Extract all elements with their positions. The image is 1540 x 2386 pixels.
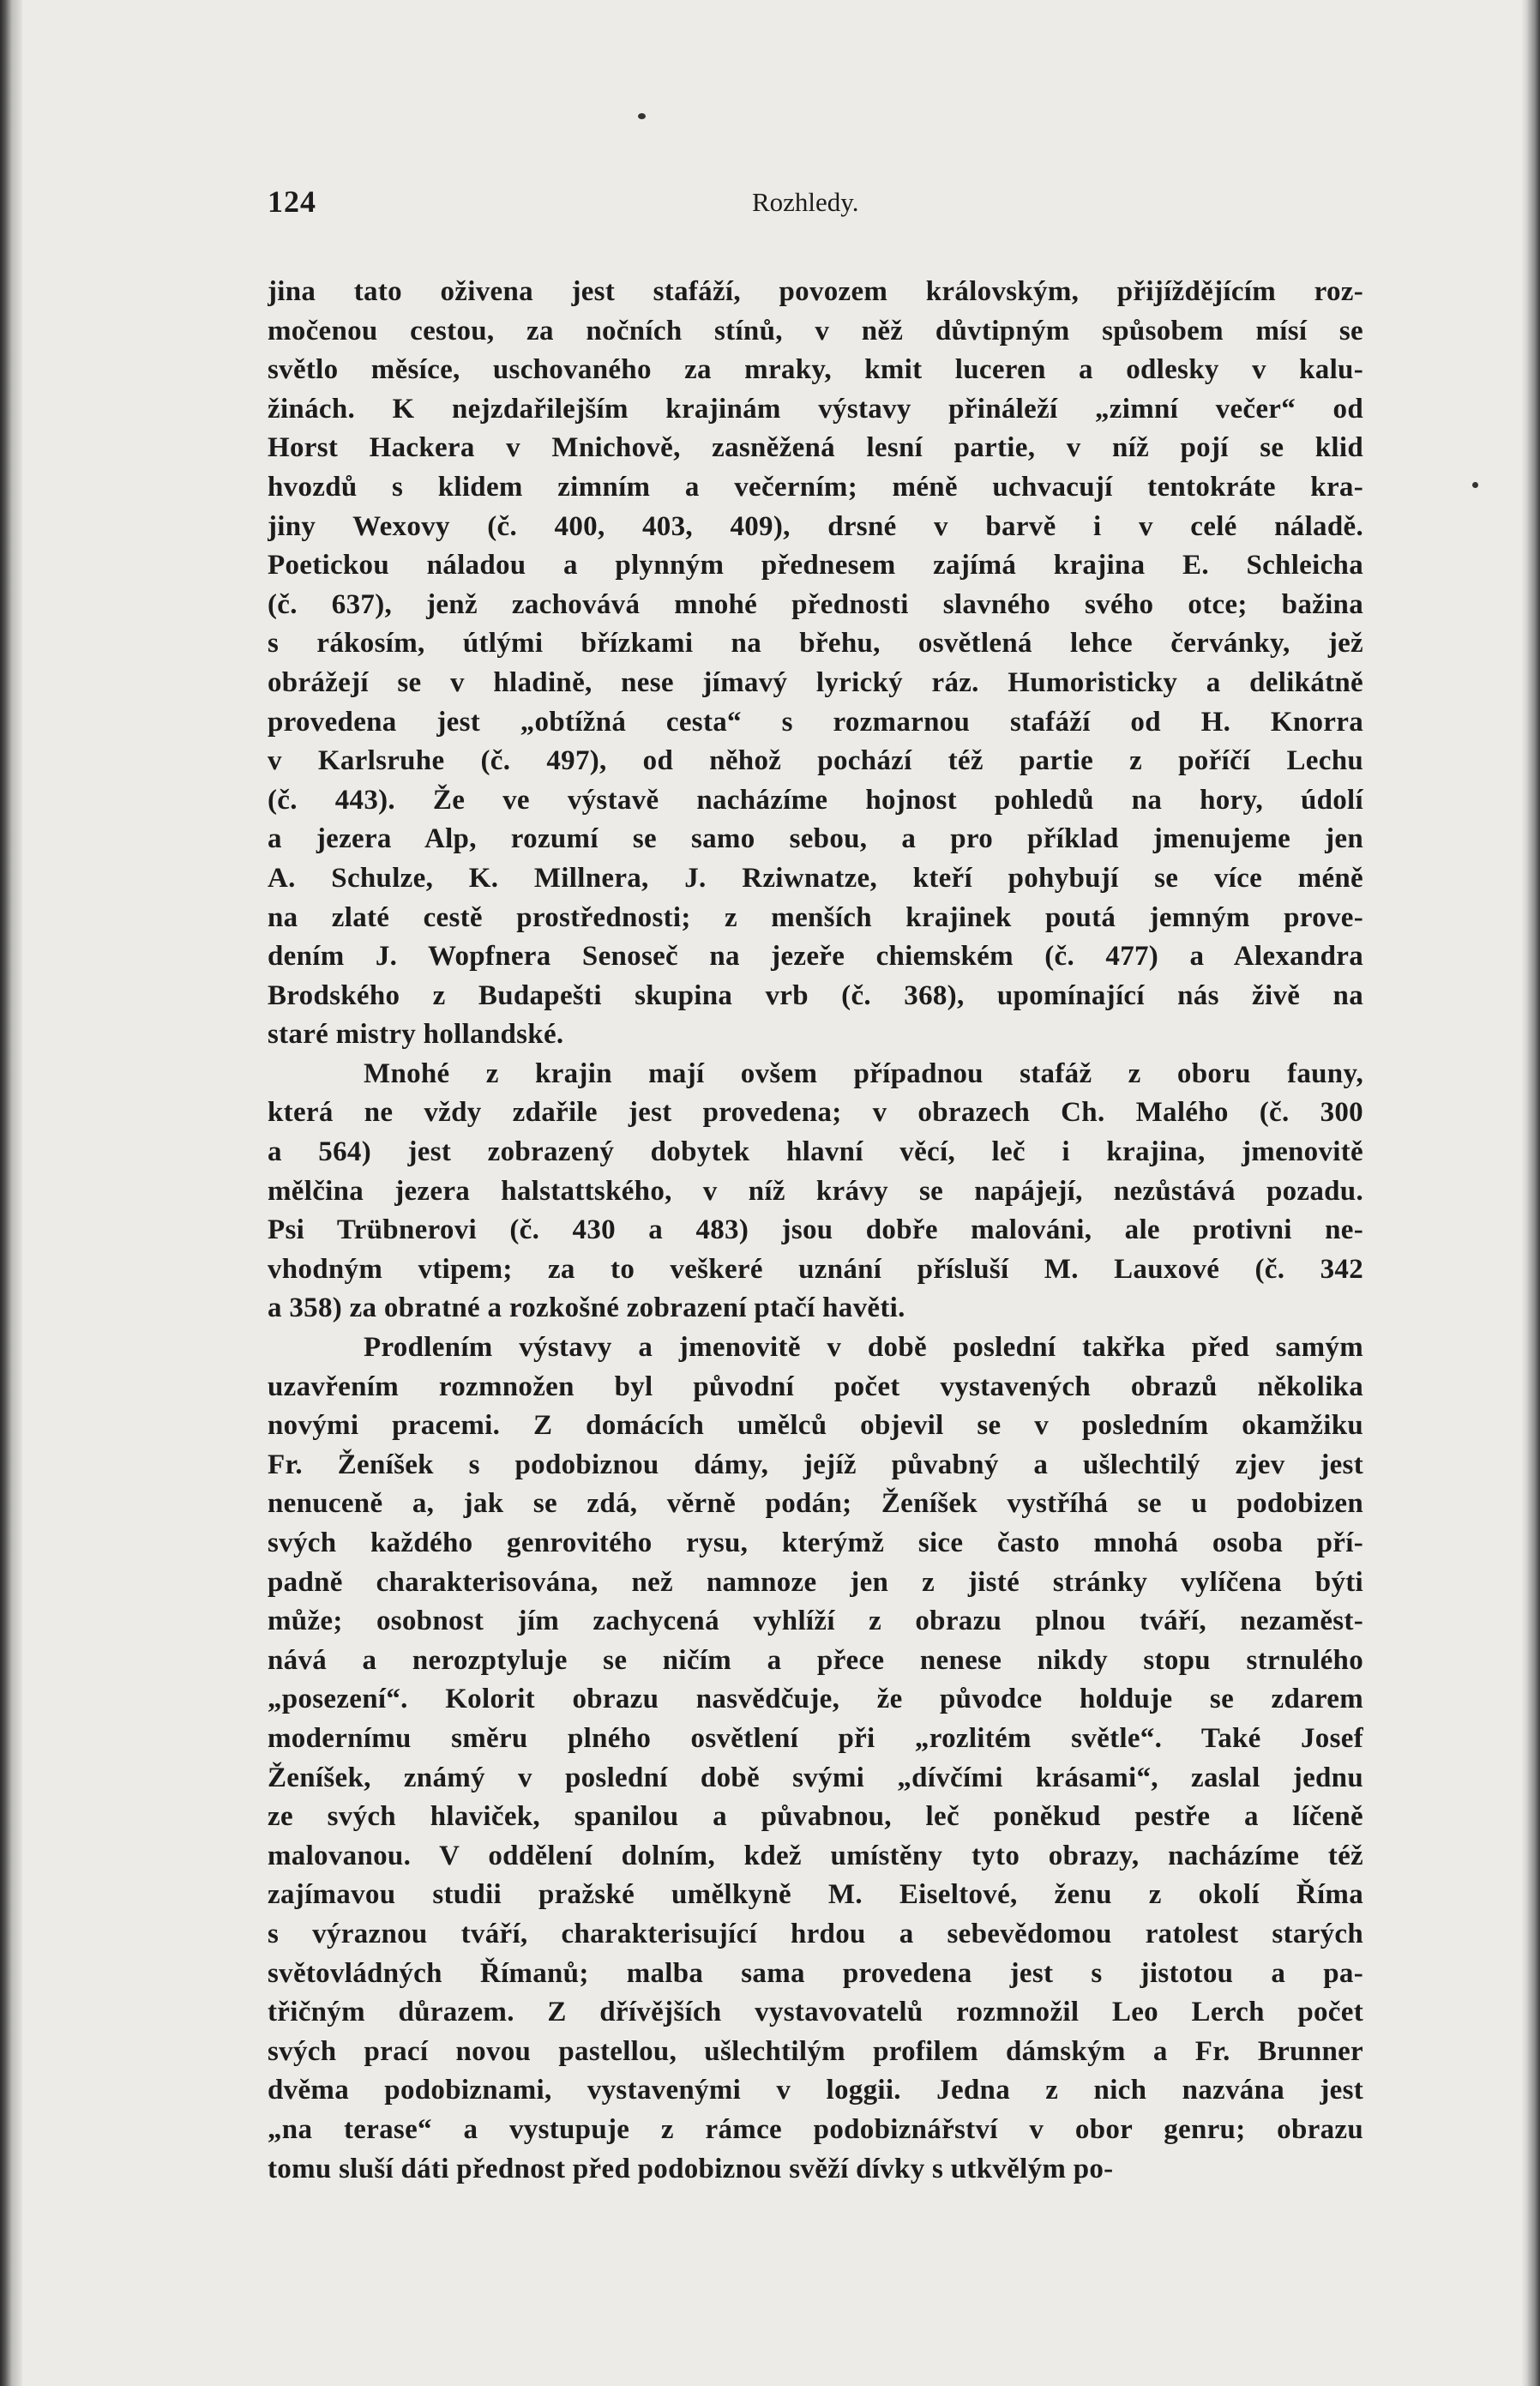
ink-speck: [1472, 482, 1478, 488]
text-line: padně charakterisována, než namnoze jen z jisté stránky vylíčena býti: [268, 1566, 1363, 1598]
text-line: hvozdů s klidem zimním a večerním; méně uchvacují tentokráte kra-: [268, 471, 1363, 503]
text-line: na zlaté cestě prostřednosti; z menších krajinek poutá jemným prove-: [268, 901, 1363, 933]
text-line: dvěma podobiznami, vystavenými v loggii. Jedna z nich nazvána jest: [268, 2075, 1363, 2106]
text-line: mělčina jezera halstattského, v níž krávy se napájejí, nezůstává pozadu.: [268, 1175, 1363, 1207]
text-line: zajímavou studii pražské umělkyně M. Eiseltové, ženu z okolí Říma: [268, 1879, 1363, 1911]
text-line: vhodným vtipem; za to veškeré uznání přísluší M. Lauxové (č. 342: [268, 1253, 1363, 1285]
text-line: Horst Hackera v Mnichově, zasněžená lesní partie, v níž pojí se klid: [268, 432, 1363, 464]
text-line: „posezení“. Kolorit obrazu nasvědčuje, že původce holduje se zdarem: [268, 1684, 1363, 1715]
text-line: jiny Wexovy (č. 400, 403, 409), drsné v barvě i v celé náladě.: [268, 510, 1363, 542]
body-text: [268, 273, 1363, 2189]
text-line: modernímu směru plného osvětlení při „rozlitém světle“. Také Josef: [268, 1722, 1363, 1754]
text-line: obrážejí se v hladině, nese jímavý lyrický ráz. Humoristicky a delikátně: [268, 666, 1363, 698]
text-line: s rákosím, útlými břízkami na břehu, osvětlená lehce červánky, jež: [268, 628, 1363, 660]
page-number: 124: [268, 184, 316, 219]
text-line: novými pracemi. Z domácích umělců objevil se v posledním okamžiku: [268, 1410, 1363, 1442]
paragraph-end-line: staré mistry hollandské.: [268, 1019, 564, 1051]
text-line: nává a nerozptyluje se ničím a přece nenese nikdy stopu strnulého: [268, 1644, 1363, 1676]
text-line: A. Schulze, K. Millnera, J. Rziwnatze, kteří pohybují se více méně: [268, 862, 1363, 894]
paragraph-start-line: Prodlením výstavy a jmenovitě v době poslední takřka před samým: [364, 1332, 1363, 1364]
text-line: Psi Trübnerovi (č. 430 a 483) jsou dobře malováni, ale protivni ne-: [268, 1214, 1363, 1246]
text-line: (č. 637), jenž zachovává mnohé přednosti slavného svého otce; bažina: [268, 588, 1363, 620]
text-line: ze svých hlaviček, spanilou a půvabnou, leč poněkud pestře a líčeně: [268, 1801, 1363, 1833]
text-line: (č. 443). Že ve výstavě nacházíme hojnost pohledů na hory, údolí: [268, 784, 1363, 816]
text-line: v Karlsruhe (č. 497), od něhož pochází též partie z poříčí Lechu: [268, 745, 1363, 777]
text-line: močenou cestou, za nočních stínů, v něž důvtipným spůsobem mísí se: [268, 315, 1363, 346]
text-line: dením J. Wopfnera Senoseč na jezeře chiemském (č. 477) a Alexandra: [268, 941, 1363, 973]
text-line: nenuceně a, jak se zdá, věrně podán; Ženíšek vystříhá se u podobizen: [268, 1488, 1363, 1520]
text-line: Poetickou náladou a plynným přednesem zajímá krajina E. Schleicha: [268, 550, 1363, 581]
scan-edge-right: [1521, 0, 1540, 2386]
paragraph-start-line: Mnohé z krajin mají ovšem případnou stafáž z oboru fauny,: [364, 1057, 1363, 1089]
text-line: třičným důrazem. Z dřívějších vystavovatelů rozmnožil Leo Lerch počet: [268, 1997, 1363, 2028]
page-header: [268, 180, 1365, 232]
text-line: která ne vždy zdařile jest provedena; v obrazech Ch. Malého (č. 300: [268, 1097, 1363, 1129]
text-line: Ženíšek, známý v poslední době svými „dívčími krásami“, zaslal jednu: [268, 1762, 1363, 1793]
text-line: Fr. Ženíšek s podobiznou dámy, jejíž půvabný a ušlechtilý zjev jest: [268, 1449, 1363, 1480]
text-line: s výraznou tváří, charakterisující hrdou a sebevědomou ratolest starých: [268, 1918, 1363, 1949]
ink-speck: [638, 113, 646, 119]
text-line: svých prací novou pastellou, ušlechtilým profilem dámským a Fr. Brunner: [268, 2035, 1363, 2067]
text-line: uzavřením rozmnožen byl původní počet vystavených obrazů několika: [268, 1371, 1363, 1402]
text-line: provedena jest „obtížná cesta“ s rozmarnou stafáží od H. Knorra: [268, 706, 1363, 738]
text-line: svých každého genrovitého rysu, kterýmž sice často mnohá osoba pří-: [268, 1527, 1363, 1558]
text-line: a jezera Alp, rozumí se samo sebou, a pro příklad jmenujeme jen: [268, 823, 1363, 855]
paragraph-end-line: a 358) za obratné a rozkošné zobrazení ptačí havěti.: [268, 1292, 905, 1324]
text-line: jina tato oživena jest stafáží, povozem královským, přijíždějícím roz-: [268, 276, 1363, 307]
text-line: „na terase“ a vystupuje z rámce podobiznářství v obor genru; obrazu: [268, 2113, 1363, 2145]
text-line: světovládných Římanů; malba sama provedena jest s jistotou a pa-: [268, 1957, 1363, 1989]
text-line: malovanou. V oddělení dolním, kdež umístěny tyto obrazy, nacházíme též: [268, 1840, 1363, 1871]
text-line: světlo měsíce, uschovaného za mraky, kmit luceren a odlesky v kalu-: [268, 354, 1363, 386]
text-line: a 564) jest zobrazený dobytek hlavní věcí, leč i krajina, jmenovitě: [268, 1136, 1363, 1168]
text-line: může; osobnost jím zachycená vyhlíží z obrazu plnou tváří, nezaměst-: [268, 1606, 1363, 1637]
text-line: Brodského z Budapešti skupina vrb (č. 368), upomínající nás živě na: [268, 979, 1363, 1011]
text-line: tomu sluší dáti přednost před podobiznou svěží dívky s utkvělým po-: [268, 2153, 1114, 2184]
text-line: žinách. K nejzdařilejším krajinám výstavy přináleží „zimní večer“ od: [268, 393, 1363, 425]
scan-edge-left: [0, 0, 22, 2386]
running-title: Rozhledy.: [752, 187, 859, 217]
